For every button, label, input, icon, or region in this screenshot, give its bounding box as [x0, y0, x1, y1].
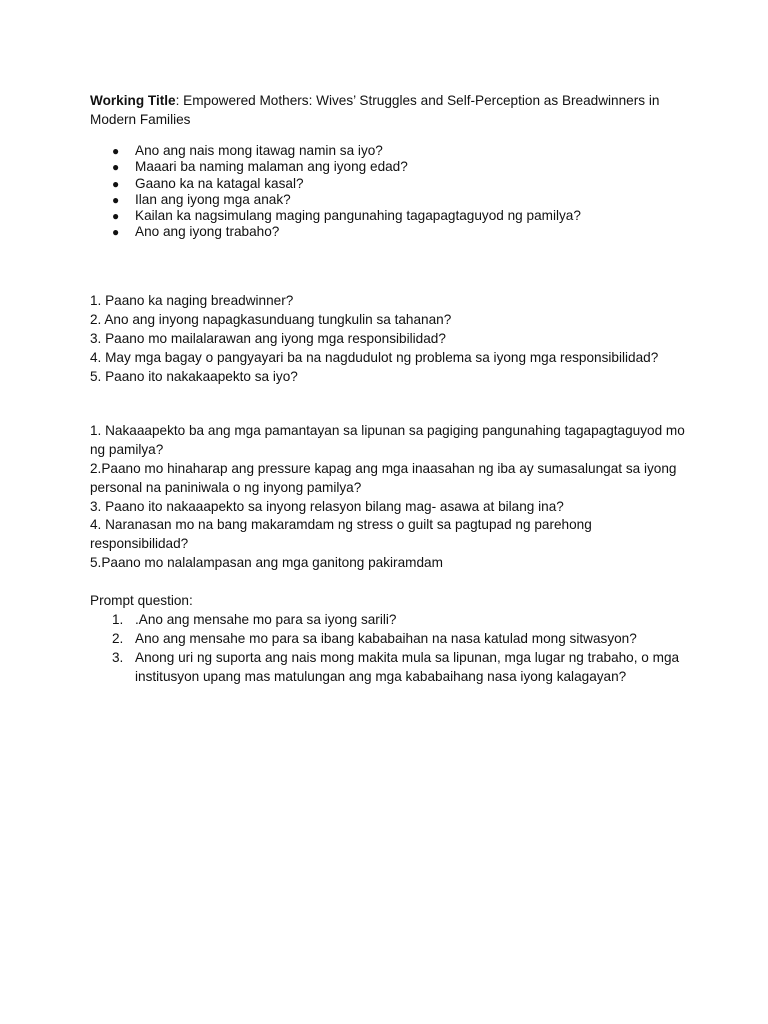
question-line: 5. Paano ito nakakaapekto sa iyo? — [90, 369, 298, 385]
list-item — [90, 192, 690, 208]
list-item-text: Kailan ka nagsimulang maging pangunahing tagapagtaguyod ng pamilya? — [135, 208, 581, 223]
bullet-icon: ● — [112, 144, 120, 159]
question-line: 3. Paano mo mailalarawan ang iyong mga responsibilidad? — [90, 331, 446, 347]
society-questions-section — [90, 422, 690, 573]
list-item-text: Ano ang mensahe mo para sa ibang kababaihan na nasa katulad mong sitwasyon? — [135, 631, 637, 646]
profile-questions-list — [90, 143, 690, 240]
list-item — [90, 208, 690, 224]
list-item-text: Ilan ang iyong mga anak? — [135, 191, 291, 207]
list-number: 1. — [112, 612, 124, 628]
question-line: 2. Ano ang inyong napagkasunduang tungkulin sa tahanan? — [90, 312, 452, 328]
list-item — [90, 630, 690, 649]
bullet-icon: ● — [112, 160, 120, 175]
question-line: 4. Naranasan mo na bang makaramdam ng stress o guilt sa pagtupad ng parehong responsibilidad? — [90, 517, 592, 552]
question-line: 2.Paano mo hinaharap ang pressure kapag ang mga inaasahan ng iba ay sumasalungat sa iyong personal na paniniwala o ng inyong pamilya? — [90, 460, 677, 495]
working-title-text: : Empowered Mothers: Wives’ Struggles and Self-Perception as Breadwinners in Modern Families — [90, 93, 660, 127]
list-item-text: Gaano ka na katagal kasal? — [135, 175, 304, 191]
bullet-icon: ● — [112, 192, 120, 207]
list-item — [90, 224, 690, 240]
list-item-text: Anong uri ng suporta ang nais mong makita mula sa lipunan, mga lugar ng trabaho, o mga institusyon upang mas matulungan ang mga kababaihang nasa iyong kalagayan? — [135, 649, 680, 684]
question-line: 1. Nakaaapekto ba ang mga pamantayan sa lipunan sa pagiging pangunahing tagapagtaguyod mo ng pamilya? — [90, 422, 685, 457]
list-number: 2. — [112, 631, 124, 646]
list-item-text: .Ano ang mensahe mo para sa iyong sarili? — [135, 612, 397, 628]
list-item — [90, 649, 690, 687]
list-item — [90, 143, 690, 159]
prompt-questions-list — [90, 611, 690, 687]
bullet-icon: ● — [112, 176, 120, 191]
question-line: 3. Paano ito nakaaapekto sa inyong relasyon bilang mag- asawa at bilang ina? — [90, 498, 564, 514]
question-line: 1. Paano ka naging breadwinner? — [90, 293, 294, 309]
list-item-text: Ano ang iyong trabaho? — [135, 224, 280, 240]
bullet-icon: ● — [112, 225, 120, 240]
document-page — [90, 92, 690, 687]
question-line: 4. May mga bagay o pangyayari ba na nagdudulot ng problema sa iyong mga responsibilidad? — [90, 350, 659, 366]
working-title — [90, 92, 690, 129]
list-item — [90, 159, 690, 175]
breadwinner-questions-section — [90, 292, 690, 387]
working-title-label: Working Title — [90, 93, 176, 108]
list-item-text: Maaari ba naming malaman ang iyong edad? — [135, 159, 408, 175]
list-item — [90, 176, 690, 192]
prompt-heading: Prompt question: — [90, 593, 193, 609]
list-item — [90, 611, 690, 630]
list-item-text: Ano ang nais mong itawag namin sa iyo? — [135, 143, 383, 159]
list-number: 3. — [112, 649, 124, 665]
bullet-icon: ● — [112, 209, 120, 223]
question-line: 5.Paano mo nalalampasan ang mga ganitong pakiramdam — [90, 555, 443, 571]
